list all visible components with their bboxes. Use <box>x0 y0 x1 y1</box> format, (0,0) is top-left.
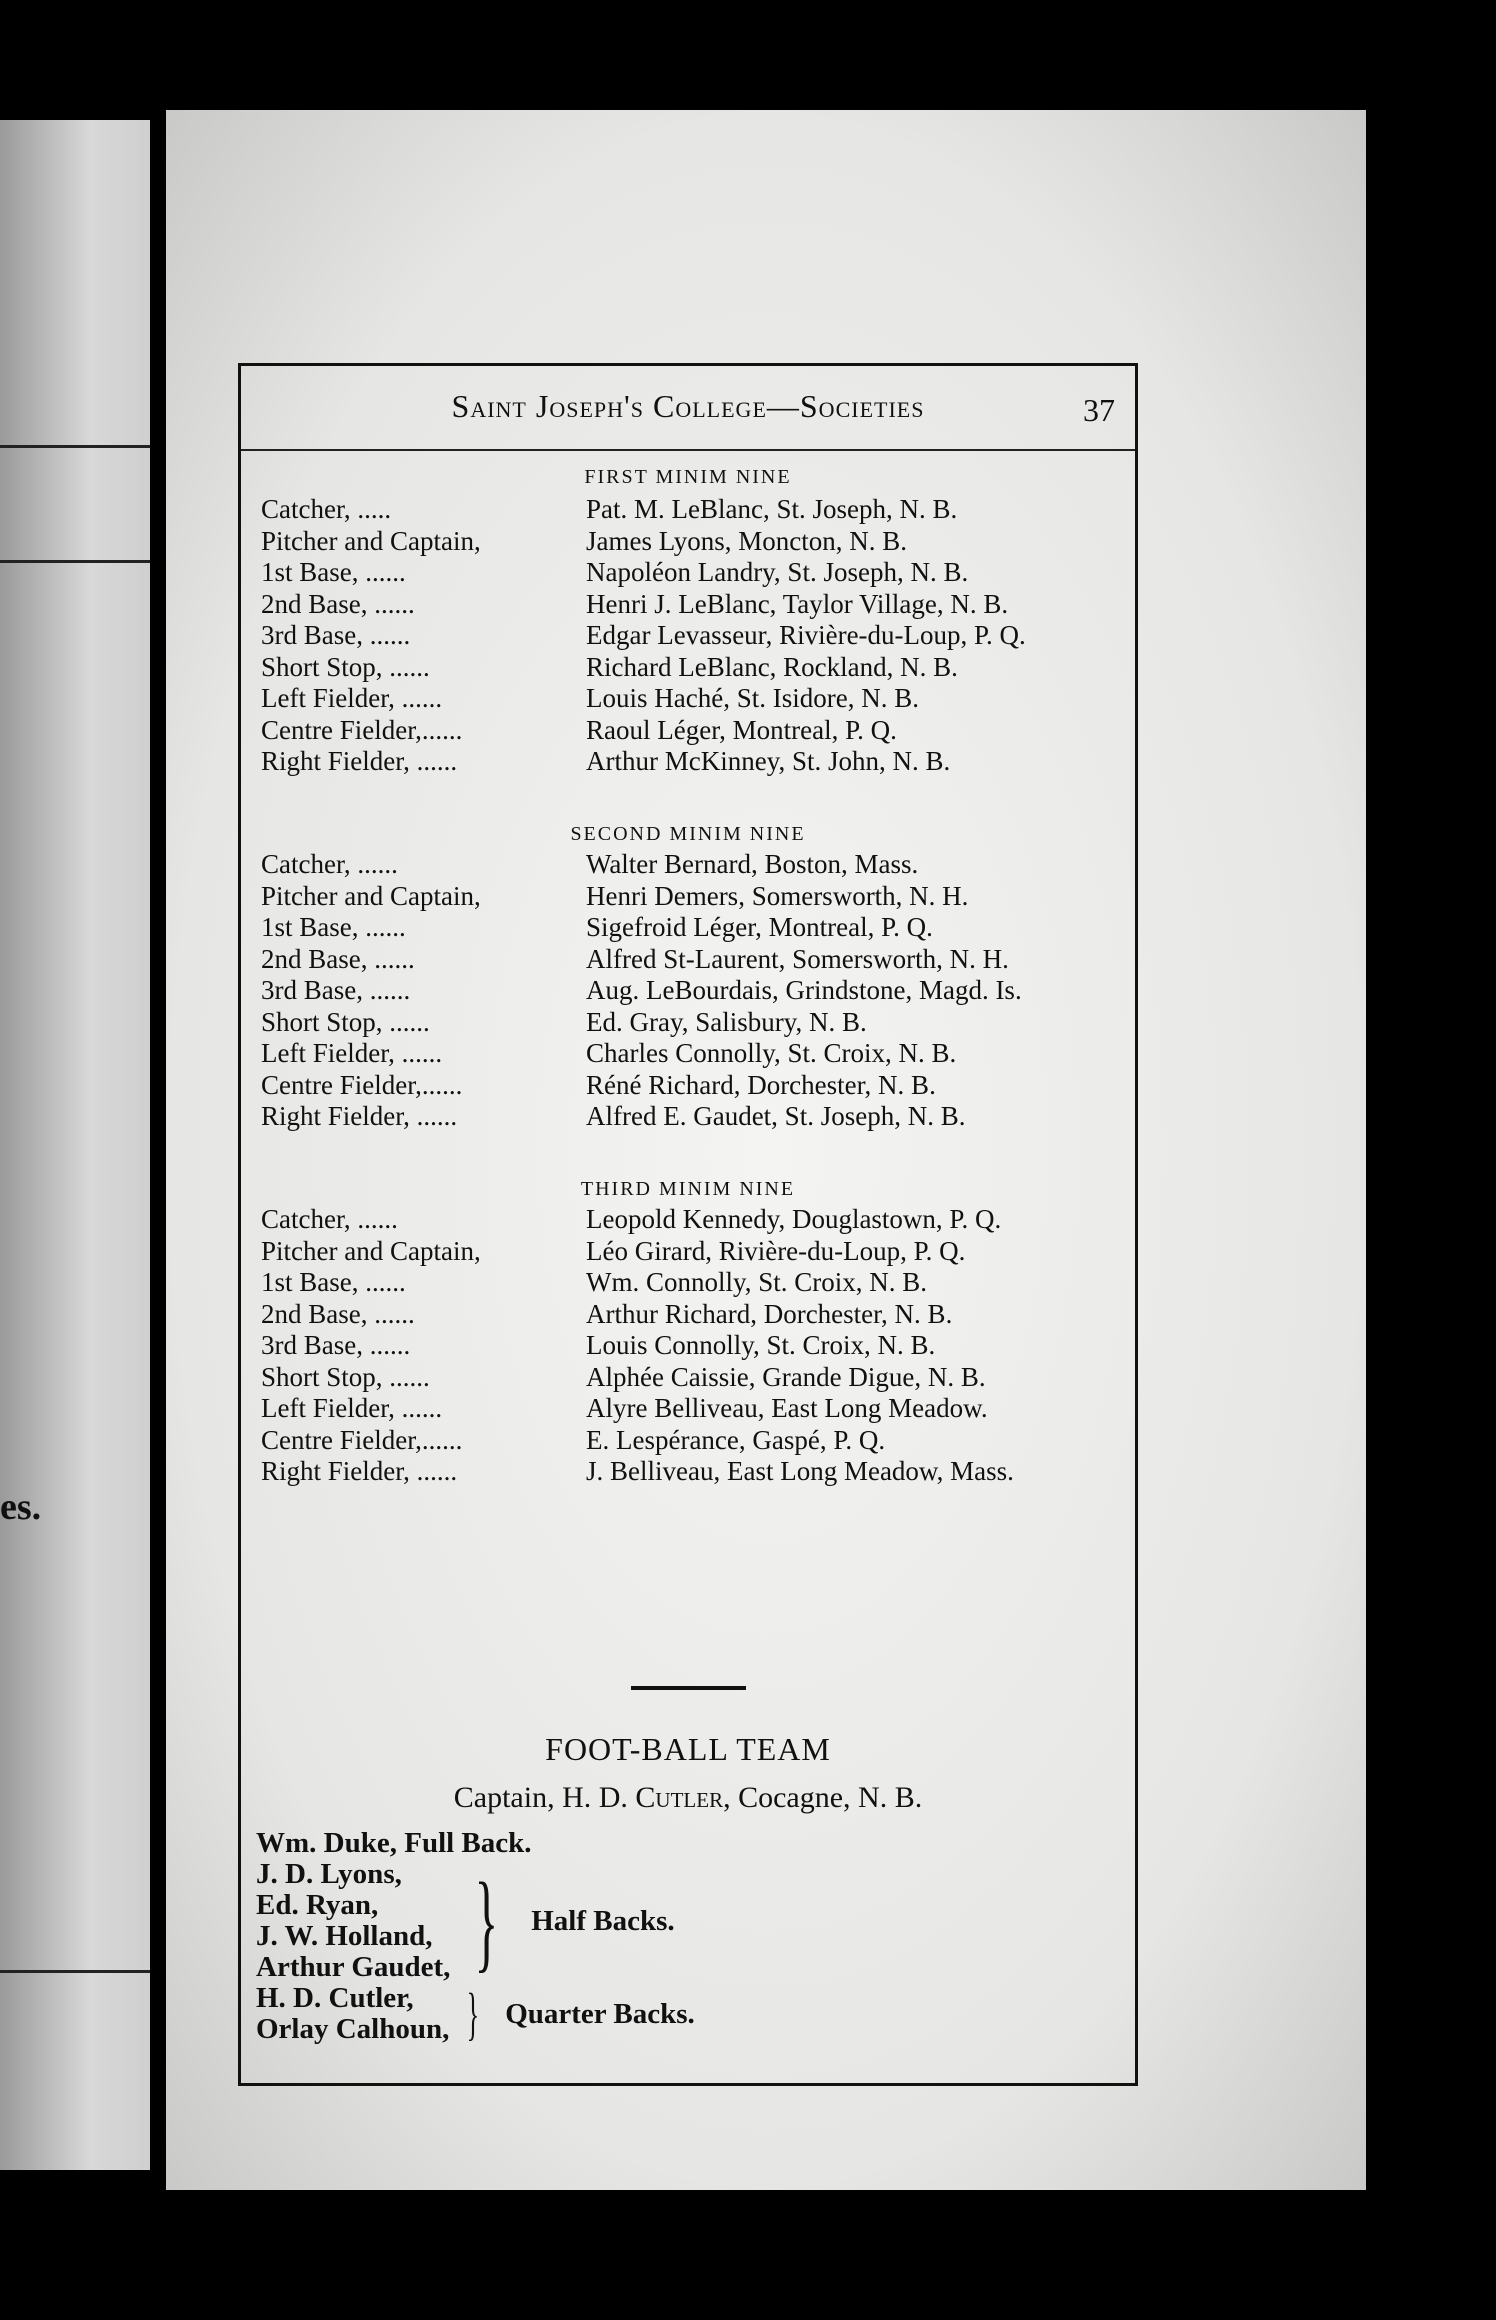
facing-page-edge <box>0 120 150 2170</box>
position-label: Left Fielder, ...... <box>261 683 443 713</box>
third-minim-nine-roster <box>261 1204 1131 1488</box>
right-brace: } <box>467 1981 480 2046</box>
position-label: Left Fielder, ...... <box>261 1038 443 1068</box>
position-label: Short Stop, ...... <box>261 651 430 682</box>
roster-row <box>261 1330 1131 1362</box>
section-divider <box>631 1686 746 1690</box>
player-entry: Charles Connolly, St. Croix, N. B. <box>586 1038 957 1068</box>
position-label: Centre Fielder,...... <box>261 714 463 745</box>
position-label: 2nd Base, ...... <box>261 943 415 974</box>
football-captain-line <box>241 1781 1135 1815</box>
facing-page-rule <box>0 560 150 563</box>
position-label: Pitcher and Captain, <box>261 525 481 556</box>
position-label: Pitcher and Captain, <box>261 1235 481 1266</box>
captain-suffix: , Cocagne, N. B. <box>723 1781 923 1814</box>
position-label: Catcher, ..... <box>261 494 392 524</box>
roster-row <box>261 1204 1131 1236</box>
roster-row <box>261 1362 1131 1394</box>
quarter-backs-group <box>256 1983 695 2045</box>
player-entry: Louis Haché, St. Isidore, N. B. <box>586 683 919 713</box>
running-header <box>241 366 1135 451</box>
player-entry: Arthur McKinney, St. John, N. B. <box>586 746 951 776</box>
position-label: 3rd Base, ...... <box>261 975 411 1005</box>
position-label: Centre Fielder,...... <box>261 1424 463 1455</box>
first-minim-nine-roster <box>261 494 1131 778</box>
roster-row <box>261 1393 1131 1425</box>
quarter-backs-names <box>256 1983 449 2045</box>
position-label: Short Stop, ...... <box>261 1006 430 1037</box>
player-entry: Henri Demers, Somersworth, N. H. <box>586 880 969 911</box>
position-label: 1st Base, ...... <box>261 912 406 942</box>
roster-row <box>261 589 1131 621</box>
roster-row <box>261 975 1131 1007</box>
roster-row <box>261 1101 1131 1133</box>
player-entry: Alfred St-Laurent, Somersworth, N. H. <box>586 943 1009 974</box>
quarter-back-name: Orlay Calhoun, <box>256 2013 450 2045</box>
roster-row <box>261 1267 1131 1299</box>
half-back-name: Arthur Gaudet, <box>256 1951 451 1983</box>
document-page <box>166 110 1366 2190</box>
position-label: 2nd Base, ...... <box>261 588 415 619</box>
player-entry: Pat. M. LeBlanc, St. Joseph, N. B. <box>586 494 958 524</box>
third-minim-nine-title: THIRD MINIM NINE <box>580 1178 796 1200</box>
player-entry: Napoléon Landry, St. Joseph, N. B. <box>586 557 969 587</box>
player-entry: Wm. Connolly, St. Croix, N. B. <box>586 1267 928 1297</box>
player-entry: Arthur Richard, Dorchester, N. B. <box>586 1298 953 1329</box>
player-entry: Alfred E. Gaudet, St. Joseph, N. B. <box>586 1101 966 1131</box>
roster-row <box>261 652 1131 684</box>
position-label: 1st Base, ...... <box>261 1267 406 1297</box>
page-number: 37 <box>1083 392 1115 428</box>
right-brace: } <box>474 1860 499 1982</box>
facing-page-text-fragment: es. <box>0 1486 42 1528</box>
player-entry: James Lyons, Moncton, N. B. <box>586 525 907 556</box>
position-label: 1st Base, ...... <box>261 557 406 587</box>
player-entry: Leopold Kennedy, Douglastown, P. Q. <box>586 1204 1002 1234</box>
position-label: Right Fielder, ...... <box>261 1101 458 1131</box>
position-label: Short Stop, ...... <box>261 1361 430 1392</box>
roster-row <box>261 1038 1131 1070</box>
second-minim-nine-roster <box>261 849 1131 1133</box>
position-label: Catcher, ...... <box>261 1204 398 1234</box>
roster-row <box>261 881 1131 913</box>
position-label: Catcher, ...... <box>261 849 398 879</box>
player-entry: J. Belliveau, East Long Meadow, Mass. <box>586 1456 1014 1486</box>
roster-row <box>261 1070 1131 1102</box>
roster-row <box>261 526 1131 558</box>
roster-row <box>261 494 1131 526</box>
running-title: Saint Joseph's College—Societies <box>451 388 925 424</box>
page-gutter <box>150 120 166 2170</box>
player-entry: Henri J. LeBlanc, Taylor Village, N. B. <box>586 588 1009 619</box>
captain-name: Cutler <box>635 1781 724 1814</box>
half-back-name: Ed. Ryan, <box>256 1889 379 1921</box>
player-entry: Alyre Belliveau, East Long Meadow. <box>586 1393 988 1423</box>
roster-row <box>261 620 1131 652</box>
player-entry: Raoul Léger, Montreal, P. Q. <box>586 714 897 745</box>
player-entry: Walter Bernard, Boston, Mass. <box>586 849 919 879</box>
roster-row <box>261 849 1131 881</box>
quarter-back-name: H. D. Cutler, <box>256 1982 414 2014</box>
position-label: Left Fielder, ...... <box>261 1393 443 1423</box>
roster-row <box>261 683 1131 715</box>
roster-row <box>261 746 1131 778</box>
half-backs-group <box>256 1859 695 1983</box>
full-back-line: Wm. Duke, Full Back. <box>256 1827 532 1859</box>
position-label: Right Fielder, ...... <box>261 1456 458 1486</box>
second-minim-nine-title: SECOND MINIM NINE <box>570 823 806 845</box>
player-entry: Edgar Levasseur, Rivière-du-Loup, P. Q. <box>586 620 1026 650</box>
roster-row <box>261 1236 1131 1268</box>
position-label: 3rd Base, ...... <box>261 1330 411 1360</box>
football-roster <box>256 1828 695 2045</box>
position-label: 3rd Base, ...... <box>261 620 411 650</box>
roster-row <box>261 1456 1131 1488</box>
roster-row <box>261 1299 1131 1331</box>
player-entry: Léo Girard, Rivière-du-Loup, P. Q. <box>586 1235 966 1266</box>
page-border <box>238 363 1138 2086</box>
player-entry: Ed. Gray, Salisbury, N. B. <box>586 1006 867 1037</box>
position-label: Pitcher and Captain, <box>261 880 481 911</box>
position-label: 2nd Base, ...... <box>261 1298 415 1329</box>
player-entry: Louis Connolly, St. Croix, N. B. <box>586 1330 936 1360</box>
football-team-title: FOOT-BALL TEAM <box>545 1731 831 1767</box>
half-backs-names <box>256 1859 450 1983</box>
player-entry: Richard LeBlanc, Rockland, N. B. <box>586 651 958 682</box>
roster-row <box>261 912 1131 944</box>
player-entry: Alphée Caissie, Grande Digue, N. B. <box>586 1361 986 1392</box>
roster-row <box>261 557 1131 589</box>
half-back-name: J. W. Holland, <box>256 1920 433 1952</box>
roster-row <box>261 944 1131 976</box>
half-back-name: J. D. Lyons, <box>256 1858 402 1890</box>
roster-row <box>261 715 1131 747</box>
player-entry: Aug. LeBourdais, Grindstone, Magd. Is. <box>586 975 1022 1005</box>
position-label: Centre Fielder,...... <box>261 1069 463 1100</box>
facing-page-rule <box>0 1970 150 1973</box>
quarter-backs-label: Quarter Backs. <box>505 1997 695 2030</box>
player-entry: Réné Richard, Dorchester, N. B. <box>586 1069 936 1100</box>
roster-row <box>261 1007 1131 1039</box>
position-label: Right Fielder, ...... <box>261 746 458 776</box>
player-entry: Sigefroid Léger, Montreal, P. Q. <box>586 912 933 942</box>
roster-row <box>261 1425 1131 1457</box>
half-backs-label: Half Backs. <box>531 1904 675 1937</box>
player-entry: E. Lespérance, Gaspé, P. Q. <box>586 1424 886 1455</box>
facing-page-rule <box>0 445 150 448</box>
captain-prefix: Captain, H. D. <box>453 1781 628 1814</box>
first-minim-nine-title: FIRST MINIM NINE <box>584 466 792 488</box>
